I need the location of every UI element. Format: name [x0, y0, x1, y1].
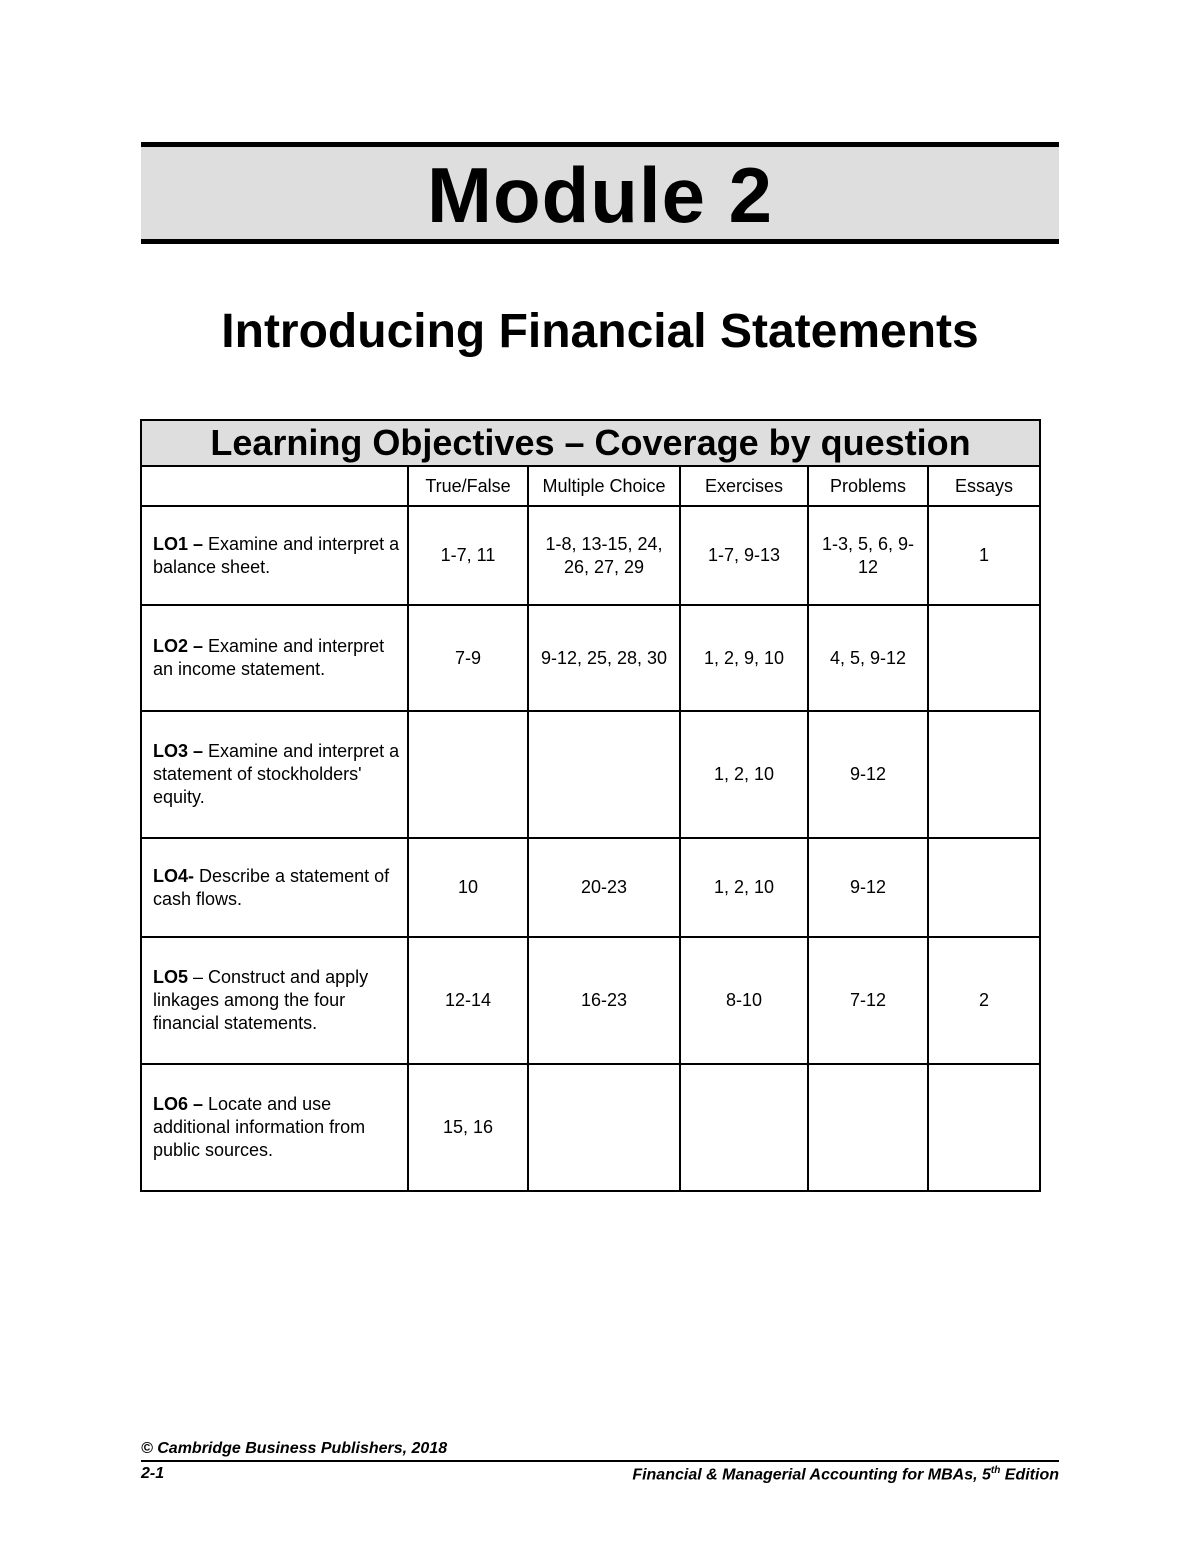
problems-cell: 4, 5, 9-12 — [808, 605, 928, 711]
multiple-choice-cell: 20-23 — [528, 838, 680, 937]
objective-cell — [141, 1064, 408, 1191]
chapter-subtitle: Introducing Financial Statements — [221, 305, 979, 358]
column-header-essays: Essays — [928, 466, 1040, 506]
problems-cell — [808, 1064, 928, 1191]
column-header-exercises: Exercises — [680, 466, 808, 506]
objective-text: Examine and interpret an income statement. — [153, 636, 385, 679]
essays-cell: 2 — [928, 937, 1040, 1064]
objective-code: LO2 – — [153, 636, 204, 656]
problems-cell: 9-12 — [808, 838, 928, 937]
learning-objectives-table — [140, 419, 1041, 1192]
objective-text: – Construct and apply linkages among the four financial statements. — [153, 967, 369, 1033]
table-row — [141, 506, 1040, 605]
exercises-cell: 1-7, 9-13 — [680, 506, 808, 605]
objective-text: Locate and use additional information from public sources. — [153, 1094, 366, 1160]
edition-ordinal-suffix: th — [990, 1465, 1001, 1476]
table-header-row — [141, 466, 1040, 506]
true-false-cell: 7-9 — [408, 605, 528, 711]
objective-cell — [141, 711, 408, 838]
objective-code: LO4- — [153, 865, 195, 886]
footer-divider — [141, 1460, 1059, 1462]
essays-cell: 1 — [928, 506, 1040, 605]
objective-code: LO5 — [153, 967, 189, 987]
edition-word: Edition — [1000, 1466, 1059, 1484]
objective-code: LO1 – — [153, 533, 204, 554]
problems-cell: 9-12 — [808, 711, 928, 838]
table-row — [141, 1064, 1040, 1191]
footer-book-title — [632, 1465, 1059, 1484]
exercises-cell: 8-10 — [680, 937, 808, 1064]
footer-copyright: © Cambridge Business Publishers, 2018 — [141, 1440, 448, 1457]
table-row — [141, 838, 1040, 937]
table-row — [141, 937, 1040, 1064]
module-title: Module 2 — [426, 150, 773, 239]
objective-text: Examine and interpret a statement of stockholders' equity. — [153, 741, 400, 807]
essays-cell — [928, 605, 1040, 711]
true-false-cell: 1-7, 11 — [408, 506, 528, 605]
essays-cell — [928, 838, 1040, 937]
objective-code: LO3 – — [153, 741, 204, 761]
true-false-cell: 15, 16 — [408, 1064, 528, 1191]
problems-cell: 1-3, 5, 6, 9-12 — [808, 506, 928, 605]
multiple-choice-cell — [528, 1064, 680, 1191]
table-caption-row — [141, 420, 1040, 466]
objective-cell — [141, 506, 408, 605]
column-header-multiple-choice: Multiple Choice — [528, 466, 680, 506]
true-false-cell: 10 — [408, 838, 528, 937]
objective-cell — [141, 937, 408, 1064]
module-banner — [141, 142, 1059, 244]
essays-cell — [928, 1064, 1040, 1191]
objective-text: Describe a statement of cash flows. — [153, 865, 390, 909]
objective-code: LO6 – — [153, 1094, 204, 1114]
objective-cell — [141, 838, 408, 937]
true-false-cell — [408, 711, 528, 838]
column-header-true-false: True/False — [408, 466, 528, 506]
table-row — [141, 711, 1040, 838]
book-title-text: Financial & Managerial Accounting for MBAs, 5 — [632, 1466, 991, 1484]
exercises-cell: 1, 2, 10 — [680, 838, 808, 937]
table-row — [141, 605, 1040, 711]
objective-text: Examine and interpret a balance sheet. — [153, 533, 400, 577]
table-caption: Learning Objectives – Coverage by question — [141, 420, 1040, 466]
footer-page-number: 2-1 — [141, 1465, 165, 1482]
multiple-choice-cell: 1-8, 13-15, 24, 26, 27, 29 — [528, 506, 680, 605]
exercises-cell: 1, 2, 10 — [680, 711, 808, 838]
exercises-cell — [680, 1064, 808, 1191]
multiple-choice-cell: 9-12, 25, 28, 30 — [528, 605, 680, 711]
problems-cell: 7-12 — [808, 937, 928, 1064]
true-false-cell: 12-14 — [408, 937, 528, 1064]
objective-cell — [141, 605, 408, 711]
essays-cell — [928, 711, 1040, 838]
multiple-choice-cell — [528, 711, 680, 838]
multiple-choice-cell: 16-23 — [528, 937, 680, 1064]
column-header-objective — [141, 466, 408, 506]
column-header-problems: Problems — [808, 466, 928, 506]
exercises-cell: 1, 2, 9, 10 — [680, 605, 808, 711]
